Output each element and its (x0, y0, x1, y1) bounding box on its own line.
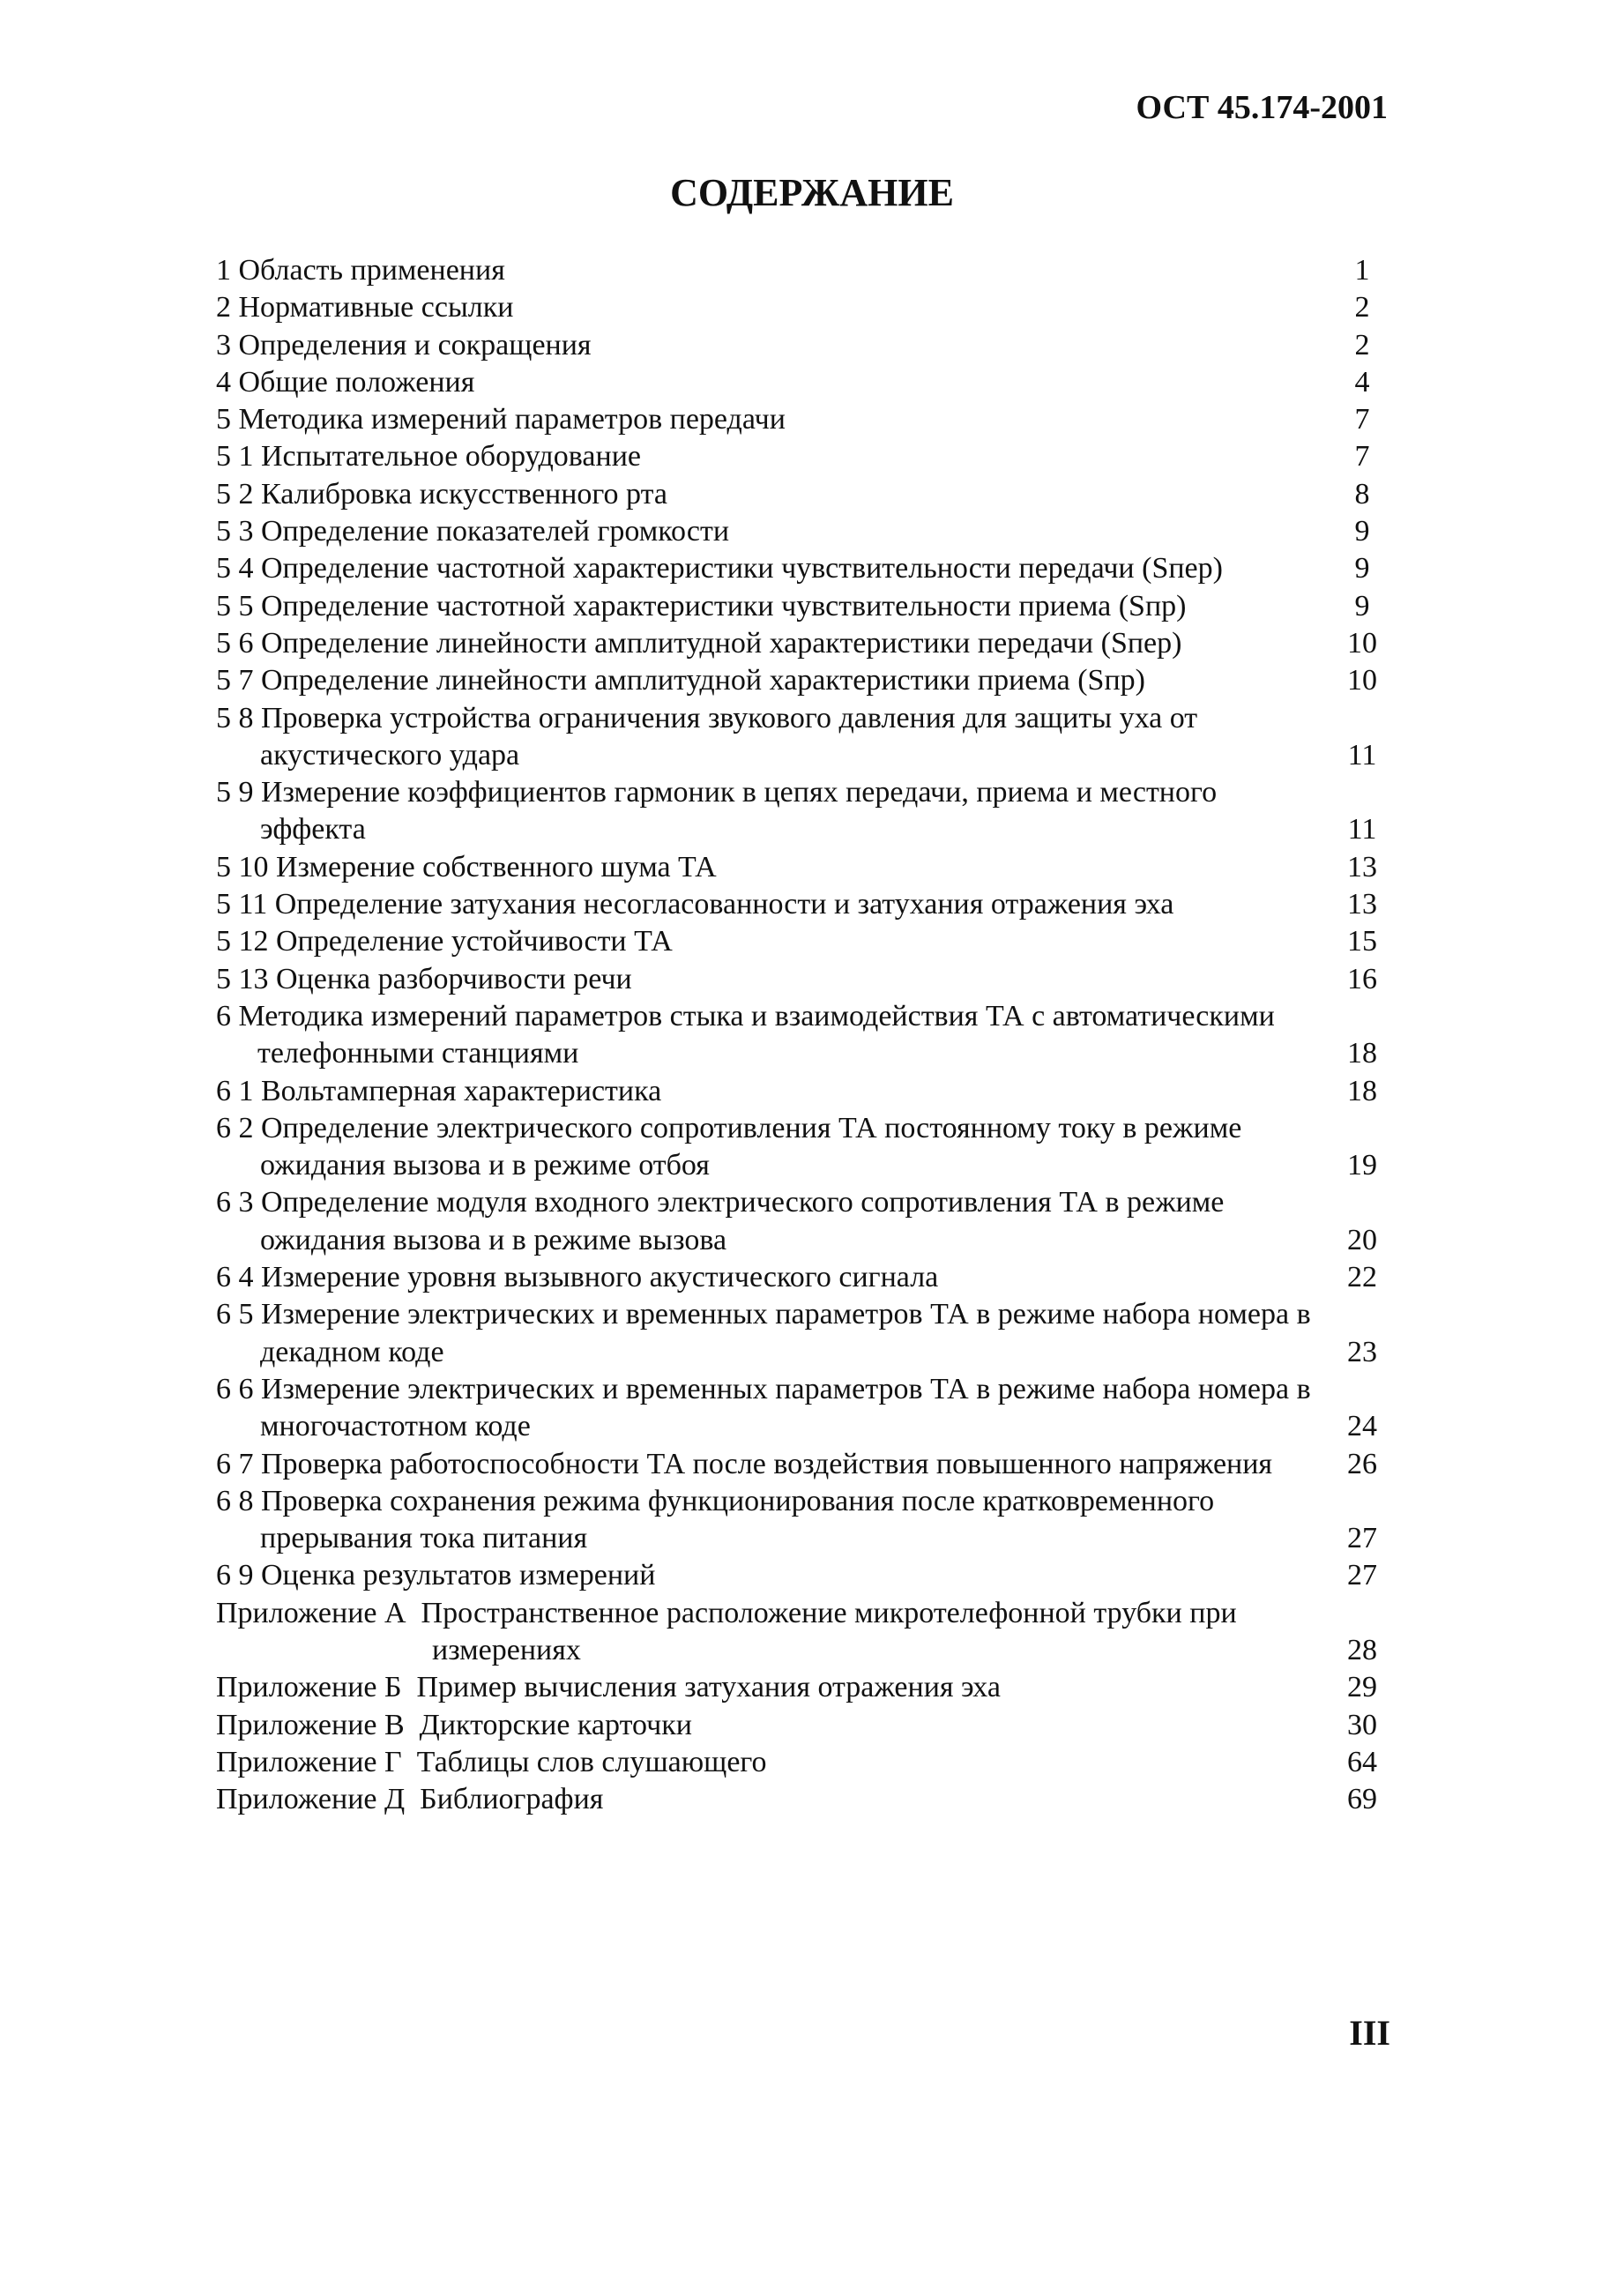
toc-entry-page: 22 (1347, 1261, 1377, 1294)
toc-entry-page: 13 (1347, 888, 1377, 921)
toc-entry-title: 5 7 Определение линейности амплитудной характеристики приема (Sпр) (216, 664, 1145, 697)
toc-entry-title-continuation: эффекта (260, 813, 366, 846)
toc-entry (216, 1073, 1389, 1110)
toc-entry (216, 961, 1389, 998)
toc-entry (216, 327, 1389, 364)
toc-entry-title: 6 Методика измерений параметров стыка и взаимодействия ТА с автоматическими (216, 999, 1275, 1032)
toc-entry (216, 1707, 1389, 1744)
toc-entry (216, 1371, 1389, 1446)
toc-entry (216, 1259, 1389, 1296)
toc-entry-page: 26 (1347, 1447, 1377, 1480)
toc-entry-page: 9 (1354, 552, 1370, 585)
toc-entry-title-continuation: акустического удара (260, 738, 520, 772)
toc-entry (216, 1296, 1389, 1371)
toc-entry-title: 6 1 Вольтамперная характеристика (216, 1074, 662, 1107)
toc-entry-title-continuation: декадном коде (260, 1335, 444, 1368)
toc-entry-title: 3 Определения и сокращения (216, 328, 592, 362)
toc-entry (216, 886, 1389, 923)
toc-entry-page: 16 (1347, 962, 1377, 995)
toc-entry-title: 5 1 Испытательное оборудование (216, 440, 641, 473)
toc-entry (216, 1446, 1389, 1483)
toc-entry-title: 5 11 Определение затухания несогласованности и затухания отражения эха (216, 888, 1174, 921)
toc-entry-title: 1 Область применения (216, 254, 505, 287)
toc-entry-title: 6 7 Проверка работоспособности ТА после воздействия повышенного напряжения (216, 1447, 1273, 1480)
toc-entry (216, 438, 1389, 475)
toc-entry-title: 5 6 Определение линейности амплитудной характеристики передачи (Sпер) (216, 626, 1182, 660)
toc-entry-title: 5 4 Определение частотной характеристики чувствительности передачи (Sпер) (216, 552, 1223, 585)
toc-entry (216, 1110, 1389, 1185)
toc-entry-page: 4 (1354, 365, 1370, 399)
toc-entry-page: 10 (1347, 664, 1377, 697)
toc-entry-title-continuation: измерениях (432, 1633, 581, 1666)
toc-entry (216, 1781, 1389, 1818)
toc-entry-page: 15 (1347, 925, 1377, 958)
toc-entry-page: 27 (1347, 1559, 1377, 1592)
toc-entry (216, 1744, 1389, 1781)
toc-entry-page: 9 (1354, 515, 1370, 548)
toc-entry (216, 923, 1389, 960)
toc-entry-page: 18 (1347, 1074, 1377, 1107)
toc-entry-title: 5 9 Измерение коэффициентов гармоник в цепях передачи, приема и местного (216, 776, 1218, 809)
page-title: СОДЕРЖАНИЕ (670, 171, 954, 214)
toc-entry-title: 5 2 Калибровка искусственного рта (216, 477, 667, 511)
toc-entry-page: 30 (1347, 1708, 1377, 1741)
toc-entry-page: 20 (1347, 1223, 1377, 1256)
toc-entry (216, 289, 1389, 326)
toc-entry-page: 7 (1354, 403, 1370, 436)
toc-entry (216, 1669, 1389, 1706)
toc-entry-page: 29 (1347, 1671, 1377, 1704)
toc-entry (216, 252, 1389, 289)
toc-entry-title: 6 3 Определение модуля входного электрического сопротивления ТА в режиме (216, 1186, 1225, 1219)
toc-entry-title: 5 13 Оценка разборчивости речи (216, 962, 632, 995)
toc-entry-page: 11 (1347, 813, 1377, 846)
table-of-contents (216, 252, 1389, 1818)
toc-entry-title: 2 Нормативные ссылки (216, 291, 514, 324)
toc-entry (216, 588, 1389, 625)
toc-entry-title: 6 6 Измерение электрических и временных параметров ТА в режиме набора номера в (216, 1372, 1311, 1405)
toc-entry (216, 774, 1389, 849)
toc-entry (216, 700, 1389, 775)
toc-entry (216, 550, 1389, 587)
toc-entry-page: 69 (1347, 1783, 1377, 1816)
toc-entry-title: 6 9 Оценка результатов измерений (216, 1559, 656, 1592)
toc-entry-page: 1 (1354, 254, 1370, 287)
toc-entry (216, 1483, 1389, 1558)
toc-entry-title: Приложение Б Пример вычисления затухания отражения эха (216, 1671, 1001, 1704)
toc-entry-title: Приложение А Пространственное расположение микротелефонной трубки при (216, 1596, 1237, 1629)
toc-entry (216, 401, 1389, 438)
toc-entry (216, 1557, 1389, 1594)
toc-entry-title-continuation: ожидания вызова и в режиме вызова (260, 1223, 727, 1256)
toc-entry-title: 4 Общие положения (216, 365, 475, 399)
toc-entry-title: 6 8 Проверка сохранения режима функционирования после кратковременного (216, 1484, 1215, 1517)
toc-entry-title: 5 Методика измерений параметров передачи (216, 403, 786, 436)
toc-entry (216, 476, 1389, 513)
toc-entry (216, 1184, 1389, 1259)
toc-entry-page: 18 (1347, 1037, 1377, 1070)
toc-entry-page: 2 (1354, 291, 1370, 324)
toc-entry-title: 5 12 Определение устойчивости ТА (216, 925, 673, 958)
toc-entry-page: 23 (1347, 1335, 1377, 1368)
toc-entry-title-continuation: ожидания вызова и в режиме отбоя (260, 1149, 710, 1182)
page-number: III (1349, 2013, 1390, 2053)
toc-entry-page: 7 (1354, 440, 1370, 473)
toc-entry-title: Приложение Д Библиография (216, 1783, 604, 1816)
toc-entry-page: 13 (1347, 850, 1377, 883)
toc-entry (216, 625, 1389, 662)
toc-entry-page: 24 (1347, 1410, 1377, 1443)
toc-entry-title: Приложение Г Таблицы слов слушающего (216, 1745, 767, 1778)
document-code: ОСТ 45.174-2001 (1136, 89, 1388, 126)
toc-entry-title: 5 8 Проверка устройства ограничения звукового давления для защиты уха от (216, 701, 1198, 734)
toc-entry-title-continuation: прерывания тока питания (260, 1522, 588, 1555)
toc-entry-page: 19 (1347, 1149, 1377, 1182)
toc-entry-title: 6 5 Измерение электрических и временных параметров ТА в режиме набора номера в (216, 1298, 1311, 1331)
toc-entry-page: 11 (1347, 738, 1377, 772)
toc-entry-title: 6 2 Определение электрического сопротивления ТА постоянному току в режиме (216, 1111, 1242, 1144)
toc-entry (216, 364, 1389, 401)
toc-entry-page: 64 (1347, 1745, 1377, 1778)
toc-entry (216, 998, 1389, 1073)
toc-entry (216, 662, 1389, 699)
toc-entry-page: 9 (1354, 589, 1370, 622)
toc-entry-title-continuation: телефонными станциями (257, 1037, 579, 1070)
toc-entry-page: 2 (1354, 328, 1370, 362)
toc-entry-title: 5 3 Определение показателей громкости (216, 515, 730, 548)
toc-entry-title-continuation: многочастотном коде (260, 1410, 531, 1443)
toc-entry-title: 6 4 Измерение уровня вызывного акустического сигнала (216, 1261, 939, 1294)
toc-entry-title: Приложение В Дикторские карточки (216, 1708, 692, 1741)
toc-entry-page: 8 (1354, 477, 1370, 511)
toc-entry-page: 10 (1347, 626, 1377, 660)
toc-entry-page: 28 (1347, 1633, 1377, 1666)
toc-entry (216, 849, 1389, 886)
toc-entry-title: 5 10 Измерение собственного шума ТА (216, 850, 717, 883)
toc-entry (216, 1595, 1389, 1670)
toc-entry-page: 27 (1347, 1522, 1377, 1555)
toc-entry (216, 513, 1389, 550)
toc-entry-title: 5 5 Определение частотной характеристики чувствительности приема (Sпр) (216, 589, 1187, 622)
